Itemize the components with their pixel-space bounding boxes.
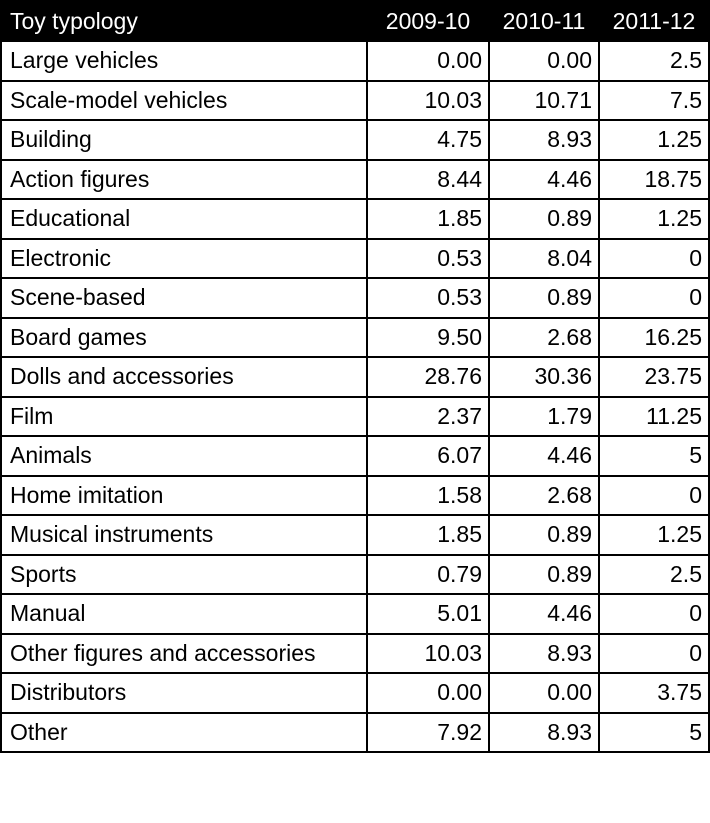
cell-2011-12: 16.25 [599,318,709,358]
cell-2010-11: 0.89 [489,278,599,318]
table-row [1,199,709,239]
table-row [1,81,709,121]
cell-2009-10: 0.53 [367,278,489,318]
cell-2010-11: 8.93 [489,120,599,160]
cell-2009-10: 4.75 [367,120,489,160]
cell-2010-11: 0.89 [489,515,599,555]
row-label: Distributors [1,673,367,713]
cell-2010-11: 8.04 [489,239,599,279]
cell-2011-12: 5 [599,713,709,753]
cell-2011-12: 0 [599,476,709,516]
table-row [1,160,709,200]
cell-2011-12: 1.25 [599,515,709,555]
cell-2010-11: 0.00 [489,673,599,713]
table-row [1,436,709,476]
cell-2011-12: 3.75 [599,673,709,713]
cell-2011-12: 1.25 [599,199,709,239]
cell-2009-10: 0.00 [367,41,489,81]
table-row [1,120,709,160]
cell-2009-10: 10.03 [367,81,489,121]
table-row [1,318,709,358]
table-body [1,41,709,752]
cell-2011-12: 2.5 [599,41,709,81]
cell-2010-11: 4.46 [489,594,599,634]
cell-2010-11: 4.46 [489,160,599,200]
cell-2011-12: 0 [599,278,709,318]
row-label: Dolls and accessories [1,357,367,397]
row-label: Scale-model vehicles [1,81,367,121]
cell-2009-10: 6.07 [367,436,489,476]
row-label: Action figures [1,160,367,200]
row-label: Home imitation [1,476,367,516]
table-row [1,476,709,516]
cell-2011-12: 2.5 [599,555,709,595]
table-header [1,1,709,41]
table-row [1,278,709,318]
cell-2011-12: 5 [599,436,709,476]
cell-2009-10: 0.79 [367,555,489,595]
cell-2010-11: 10.71 [489,81,599,121]
table-row [1,397,709,437]
row-label: Electronic [1,239,367,279]
cell-2011-12: 23.75 [599,357,709,397]
row-label: Scene-based [1,278,367,318]
header-2011-12: 2011-12 [599,1,709,41]
cell-2011-12: 7.5 [599,81,709,121]
row-label: Board games [1,318,367,358]
cell-2010-11: 30.36 [489,357,599,397]
cell-2011-12: 0 [599,594,709,634]
row-label: Other [1,713,367,753]
cell-2009-10: 9.50 [367,318,489,358]
cell-2010-11: 8.93 [489,713,599,753]
cell-2011-12: 0 [599,239,709,279]
cell-2010-11: 1.79 [489,397,599,437]
cell-2011-12: 1.25 [599,120,709,160]
table-row [1,357,709,397]
cell-2009-10: 0.00 [367,673,489,713]
table-row [1,555,709,595]
table-row [1,41,709,81]
table-row [1,515,709,555]
cell-2009-10: 8.44 [367,160,489,200]
row-label: Manual [1,594,367,634]
row-label: Building [1,120,367,160]
cell-2009-10: 1.85 [367,199,489,239]
table-row [1,713,709,753]
cell-2010-11: 0.00 [489,41,599,81]
cell-2009-10: 7.92 [367,713,489,753]
cell-2010-11: 0.89 [489,555,599,595]
header-2009-10: 2009-10 [367,1,489,41]
row-label: Film [1,397,367,437]
row-label: Other figures and accessories [1,634,367,674]
cell-2009-10: 2.37 [367,397,489,437]
cell-2009-10: 1.85 [367,515,489,555]
cell-2009-10: 0.53 [367,239,489,279]
cell-2010-11: 8.93 [489,634,599,674]
cell-2010-11: 2.68 [489,318,599,358]
cell-2009-10: 5.01 [367,594,489,634]
cell-2010-11: 0.89 [489,199,599,239]
cell-2009-10: 10.03 [367,634,489,674]
header-toy-typology: Toy typology [1,1,367,41]
table-row [1,594,709,634]
row-label: Musical instruments [1,515,367,555]
row-label: Educational [1,199,367,239]
cell-2010-11: 2.68 [489,476,599,516]
cell-2009-10: 1.58 [367,476,489,516]
row-label: Large vehicles [1,41,367,81]
header-row [1,1,709,41]
cell-2009-10: 28.76 [367,357,489,397]
table-row [1,673,709,713]
cell-2011-12: 11.25 [599,397,709,437]
row-label: Sports [1,555,367,595]
cell-2011-12: 18.75 [599,160,709,200]
table-row [1,239,709,279]
row-label: Animals [1,436,367,476]
cell-2010-11: 4.46 [489,436,599,476]
header-2010-11: 2010-11 [489,1,599,41]
table-row [1,634,709,674]
cell-2011-12: 0 [599,634,709,674]
